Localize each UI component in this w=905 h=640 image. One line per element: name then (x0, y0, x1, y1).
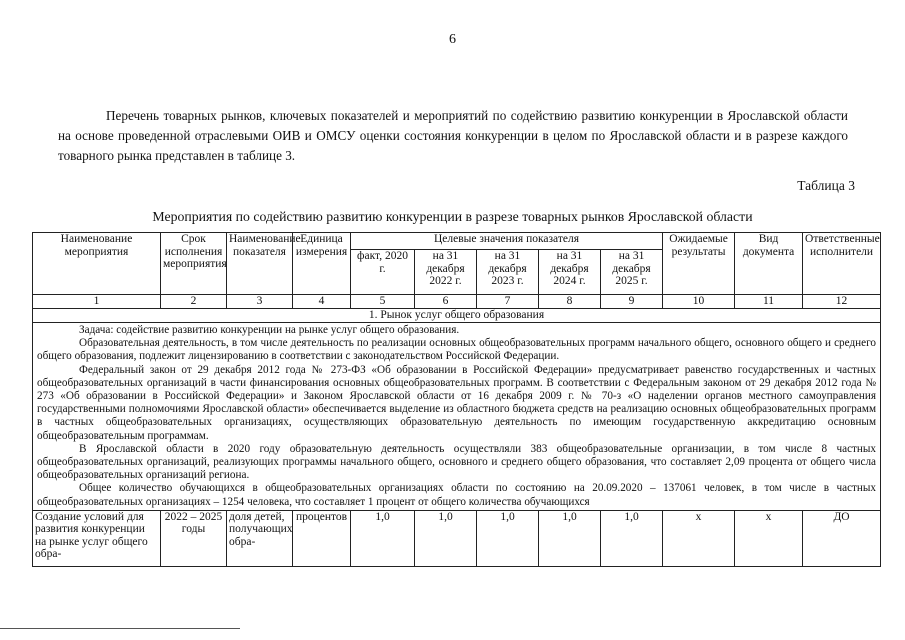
column-number: 6 (415, 295, 477, 309)
indicator-name-cell: доля детей, получающих обра- (227, 510, 293, 566)
target-2025-cell: 1,0 (601, 510, 663, 566)
description-paragraph: Федеральный закон от 29 декабря 2012 года № 273-ФЗ «Об образовании в Российской Федерации» предусматривает равенство государственных и частных общеобразовательных организаций в части финансирования основных общеобразовательных программ. В соответствии с Федеральным законом от 29 декабря 2012 года № 273 «Об образовании в Российской Федерации» и Законом Ярославской области от 16 декабря 2009 г. № 70-з «О наделении органов местного самоуправления государственными полномочиями Ярославской области» обеспечивается выделение из областного бюджета средств на реализацию основных общеобразовательных программ в частных общеобразовательных организациях, осуществляющих образовательную деятельность по имеющим государственную аккредитацию основным общеобразовательным программам. (37, 363, 877, 442)
column-number: 1 (33, 295, 161, 309)
header-fact-2020: факт, 2020 г. (351, 250, 415, 295)
description-paragraph: Общее количество обучающихся в общеобразовательных организациях области по состоянию на 20.09.2020 – 137061 человек, в том числе в частных общеобразовательных организациях – 1254 человека, что составляет 1 процент от общего количества обучающихся (37, 482, 877, 508)
deadline-cell: 2022 – 2025 годы (161, 510, 227, 566)
column-number: 4 (293, 295, 351, 309)
section-title: 1. Рынок услуг общего образования (33, 309, 881, 323)
column-number: 2 (161, 295, 227, 309)
table-label: Таблица 3 (797, 178, 855, 193)
table-row (33, 510, 881, 566)
footnote-divider (0, 628, 240, 629)
header-target-2023: на 31 декабря 2023 г. (477, 250, 539, 295)
column-number: 9 (601, 295, 663, 309)
column-number: 5 (351, 295, 415, 309)
header-unit: Единица измерения (293, 233, 351, 295)
column-number: 12 (803, 294, 880, 308)
header-target-2025: на 31 декабря 2025 г. (601, 250, 663, 295)
header-target-values: Целевые значения показателя (351, 233, 663, 250)
header-indicator-name: Наименование показателя (227, 233, 293, 295)
header-target-2022: на 31 декабря 2022 г. (415, 250, 477, 295)
task-paragraph: Задача: содействие развитию конкуренции на рынке услуг общего образования. (79, 324, 460, 336)
measure-name-cell: Создание условий для развития конкуренции на рынке услуг общего обра- (33, 510, 161, 566)
column-number: 3 (227, 295, 293, 309)
target-2022-cell: 1,0 (415, 510, 477, 566)
header-target-2024: на 31 декабря 2024 г. (539, 250, 601, 295)
description-paragraph: Образовательная деятельность, в том числе деятельность по реализации основных общеобразовательных программ начального общего, основного общего и среднего общего образования, подлежит лицензированию в соответствии с законодательством Российской Федерации. (37, 337, 877, 363)
column-number: 11 (735, 294, 802, 308)
measures-table (32, 232, 881, 567)
description-paragraph: В Ярославской области в 2020 году образовательную деятельность осуществляли 383 общеобразовательные организации, в том числе 8 частных общеобразовательных организаций, реализующих программы начального общего, основного и среднего общего образования, что составляет 2,09 процента от общего числа общеобразовательных организаций региона. (37, 442, 877, 482)
section-description (33, 323, 881, 511)
column-number: 8 (539, 295, 601, 309)
target-2023-cell: 1,0 (477, 510, 539, 566)
header-measure-name: Наименование мероприятия (33, 233, 161, 295)
column-number: 7 (477, 295, 539, 309)
fact-2020-cell: 1,0 (351, 510, 415, 566)
column-number: 10 (663, 294, 734, 308)
expected-results-cell: х (663, 510, 735, 566)
table-title: Мероприятия по содействию развитию конкуренции в разрезе товарных рынков Ярославской области (152, 209, 753, 224)
target-2024-cell: 1,0 (539, 510, 601, 566)
header-expected-results: Ожидаемые результаты 10 (663, 233, 735, 309)
responsible-cell: ДО (803, 510, 881, 566)
header-document-type: Вид документа 11 (735, 233, 803, 309)
document-type-cell: х (735, 510, 803, 566)
header-deadline: Срок исполнения мероприятия (161, 233, 227, 295)
intro-paragraph: Перечень товарных рынков, ключевых показателей и мероприятий по содействию развитию конкуренции в Ярославской области на основе проведенной отраслевыми ОИВ и ОМСУ оценки состояния конкуренции в целом по Ярославской области и в разрезе каждого товарного рынка представлен в таблице 3. (58, 108, 848, 163)
unit-cell: процентов (293, 510, 351, 566)
page-number: 6 (449, 32, 456, 47)
header-responsible: Ответственные исполнители 12 (803, 233, 881, 309)
